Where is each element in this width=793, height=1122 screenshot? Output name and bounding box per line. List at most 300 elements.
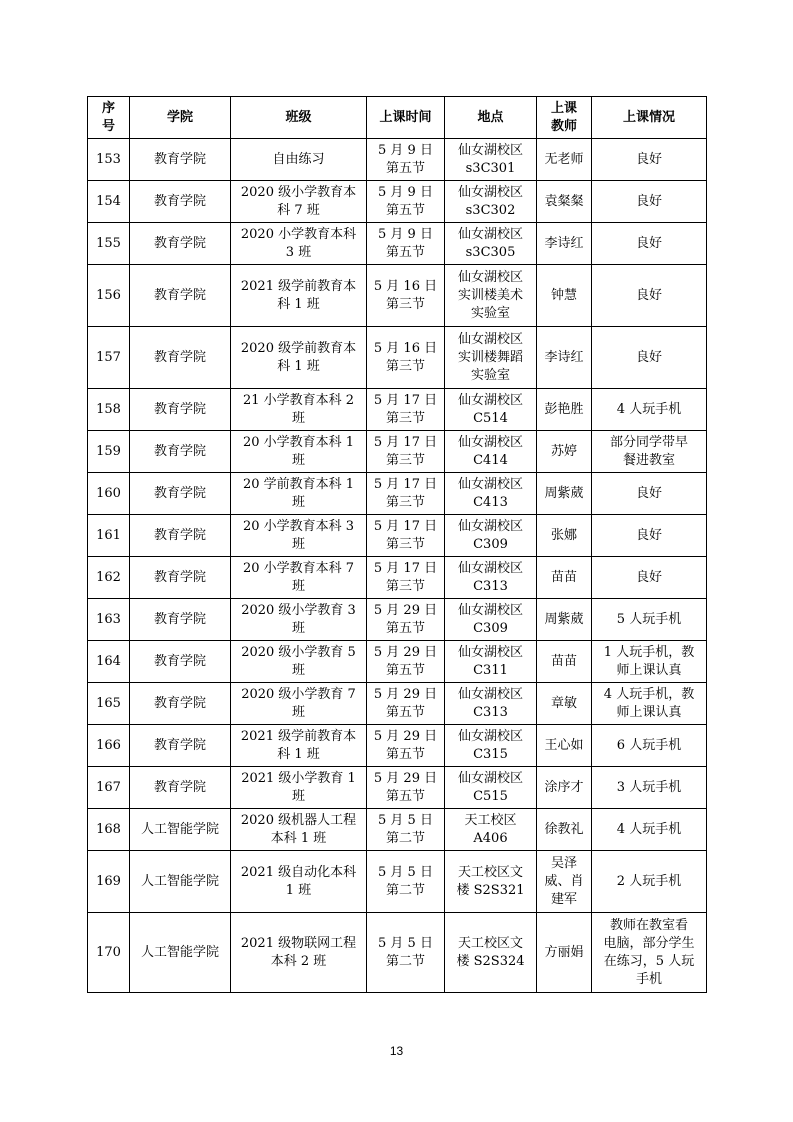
cell-place-line: 楼 S2S321: [456, 882, 525, 898]
cell-place-line: 天工校区文: [457, 935, 523, 951]
cell-time: [367, 265, 445, 327]
cell-place-line: C514: [473, 410, 508, 426]
cell-place-line: 仙女湖校区: [457, 476, 523, 492]
cell-place-line: 实训楼舞蹈: [457, 349, 523, 365]
cell-place: [445, 327, 537, 389]
cell-no: 170: [88, 913, 130, 993]
cell-teacher-line: 周紫葳: [544, 611, 584, 627]
table-row: [88, 515, 707, 557]
table-row: [88, 327, 707, 389]
cell-class-line: 2020 级小学教育本: [240, 184, 357, 200]
cell-status-line: 师上课认真: [616, 704, 682, 720]
header-no: [88, 97, 130, 139]
table-row: [88, 473, 707, 515]
cell-place-line: 仙女湖校区: [457, 226, 523, 242]
cell-no: 158: [88, 389, 130, 431]
cell-class: [231, 473, 367, 515]
cell-time-line: 第五节: [385, 244, 425, 260]
cell-place-line: 仙女湖校区: [457, 392, 523, 408]
cell-place-line: 实验室: [470, 367, 510, 383]
cell-class: [231, 431, 367, 473]
cell-class-line: 2020 小学教育本科: [240, 226, 357, 242]
cell-teacher-line: 涂序才: [544, 779, 584, 795]
cell-time: [367, 327, 445, 389]
cell-college: [130, 223, 231, 265]
cell-class-line: 班: [291, 494, 305, 510]
cell-place-line: 楼 S2S324: [456, 953, 525, 969]
table-row: [88, 431, 707, 473]
table-row: [88, 599, 707, 641]
cell-teacher-line: 钟慧: [550, 287, 577, 303]
cell-status-line: 4 人玩手机，教: [603, 686, 695, 702]
cell-status-line: 良好: [635, 485, 662, 501]
cell-class: [231, 389, 367, 431]
cell-time: [367, 223, 445, 265]
cell-status-line: 电脑，部分学生: [603, 935, 695, 951]
cell-class-line: 自由练习: [272, 151, 325, 167]
cell-place-line: 实验室: [470, 305, 510, 321]
cell-status-line: 良好: [635, 349, 662, 365]
cell-time-line: 5 月 17 日: [373, 392, 438, 408]
cell-status: [592, 515, 707, 557]
cell-teacher: [537, 809, 592, 851]
cell-teacher-line: 方丽娟: [544, 944, 584, 960]
cell-time-line: 第三节: [385, 296, 425, 312]
cell-place-line: 仙女湖校区: [457, 142, 523, 158]
cell-no: 162: [88, 557, 130, 599]
cell-teacher: [537, 389, 592, 431]
cell-class: [231, 913, 367, 993]
cell-no: 157: [88, 327, 130, 389]
cell-college: [130, 557, 231, 599]
cell-time: [367, 599, 445, 641]
cell-time: [367, 139, 445, 181]
cell-college-line: 教育学院: [153, 193, 206, 209]
cell-class-line: 科 1 班: [277, 746, 320, 762]
cell-time-line: 5 月 9 日: [378, 142, 433, 158]
cell-college: [130, 265, 231, 327]
cell-class: [231, 557, 367, 599]
cell-time: [367, 683, 445, 725]
cell-teacher-line: 彭艳胜: [544, 401, 584, 417]
cell-teacher-line: 苗苗: [550, 569, 577, 585]
header-line: 学院: [166, 109, 193, 125]
cell-time-line: 第三节: [385, 358, 425, 374]
cell-status-line: 良好: [635, 287, 662, 303]
cell-place: [445, 389, 537, 431]
cell-status: [592, 557, 707, 599]
cell-time: [367, 851, 445, 913]
cell-time-line: 5 月 9 日: [378, 184, 433, 200]
cell-class-line: 班: [291, 452, 305, 468]
cell-class-line: 班: [291, 410, 305, 426]
cell-class-line: 2020 级小学教育 5: [241, 644, 356, 660]
cell-no: 161: [88, 515, 130, 557]
cell-class-line: 20 小学教育本科 1: [242, 434, 355, 450]
cell-college: [130, 725, 231, 767]
cell-status-line: 5 人玩手机: [616, 611, 682, 627]
cell-time: [367, 431, 445, 473]
cell-class-line: 班: [291, 578, 305, 594]
table-row: [88, 851, 707, 913]
table-row: [88, 767, 707, 809]
cell-teacher: [537, 327, 592, 389]
cell-status-line: 在练习，5 人玩: [603, 953, 695, 969]
cell-college: [130, 181, 231, 223]
cell-teacher-line: 徐教礼: [544, 821, 584, 837]
cell-teacher: [537, 641, 592, 683]
header-line: 班级: [285, 109, 312, 125]
page-number: 13: [389, 1044, 404, 1058]
cell-teacher-line: 张娜: [550, 527, 577, 543]
cell-college-line: 教育学院: [153, 779, 206, 795]
cell-teacher-line: 李诗红: [544, 349, 584, 365]
cell-college-line: 教育学院: [153, 443, 206, 459]
cell-time: [367, 557, 445, 599]
cell-time-line: 第二节: [385, 953, 425, 969]
cell-class-line: 20 小学教育本科 3: [242, 518, 355, 534]
cell-place-line: C515: [473, 788, 508, 804]
cell-no: 154: [88, 181, 130, 223]
table-row: [88, 913, 707, 993]
cell-class-line: 本科 2 班: [270, 953, 327, 969]
cell-place-line: C313: [473, 578, 508, 594]
header-time: [367, 97, 445, 139]
cell-status: [592, 725, 707, 767]
cell-teacher-line: 王心如: [544, 737, 584, 753]
cell-no: 166: [88, 725, 130, 767]
cell-time-line: 5 月 5 日: [378, 812, 433, 828]
cell-time-line: 5 月 17 日: [373, 560, 438, 576]
cell-college-line: 教育学院: [153, 737, 206, 753]
cell-class-line: 班: [291, 788, 305, 804]
cell-place: [445, 767, 537, 809]
cell-place: [445, 683, 537, 725]
cell-no: 163: [88, 599, 130, 641]
cell-time-line: 第三节: [385, 494, 425, 510]
cell-teacher-line: 威、肖: [544, 873, 584, 889]
cell-class-line: 班: [291, 704, 305, 720]
table-row: [88, 641, 707, 683]
cell-no: 165: [88, 683, 130, 725]
cell-place-line: s3C301: [465, 160, 516, 176]
cell-class: [231, 139, 367, 181]
cell-college-line: 教育学院: [153, 235, 206, 251]
header-line: 地点: [477, 109, 504, 125]
cell-place-line: C315: [473, 746, 508, 762]
cell-class-line: 班: [291, 662, 305, 678]
cell-teacher: [537, 181, 592, 223]
cell-time-line: 5 月 29 日: [373, 644, 438, 660]
cell-status-line: 1 人玩手机，教: [603, 644, 695, 660]
inspection-table: [87, 96, 707, 993]
cell-status: [592, 223, 707, 265]
cell-college: [130, 327, 231, 389]
cell-time-line: 第五节: [385, 620, 425, 636]
cell-time-line: 第五节: [385, 788, 425, 804]
cell-college: [130, 913, 231, 993]
cell-college-line: 人工智能学院: [140, 873, 219, 889]
cell-college-line: 教育学院: [153, 485, 206, 501]
cell-college-line: 教育学院: [153, 349, 206, 365]
cell-time-line: 5 月 17 日: [373, 518, 438, 534]
header-line: 上课: [550, 100, 577, 116]
cell-teacher: [537, 851, 592, 913]
cell-status: [592, 599, 707, 641]
cell-class: [231, 223, 367, 265]
header-place: [445, 97, 537, 139]
cell-no: 169: [88, 851, 130, 913]
cell-place-line: 仙女湖校区: [457, 644, 523, 660]
table-row: [88, 265, 707, 327]
cell-teacher: [537, 725, 592, 767]
cell-place: [445, 725, 537, 767]
table-row: [88, 223, 707, 265]
cell-no: 159: [88, 431, 130, 473]
cell-place-line: 天工校区文: [457, 864, 523, 880]
cell-no: 153: [88, 139, 130, 181]
cell-teacher: [537, 223, 592, 265]
cell-status-line: 2 人玩手机: [616, 873, 682, 889]
cell-class-line: 20 小学教育本科 7: [242, 560, 355, 576]
cell-place-line: 实训楼美术: [457, 287, 523, 303]
cell-college: [130, 683, 231, 725]
cell-teacher-line: 吴泽: [550, 855, 577, 871]
cell-class: [231, 641, 367, 683]
header-line: 号: [101, 118, 115, 134]
cell-no: 155: [88, 223, 130, 265]
cell-place: [445, 641, 537, 683]
cell-teacher: [537, 767, 592, 809]
cell-time-line: 5 月 29 日: [373, 686, 438, 702]
cell-status: [592, 431, 707, 473]
cell-status: [592, 767, 707, 809]
cell-place-line: 仙女湖校区: [457, 184, 523, 200]
cell-place: [445, 265, 537, 327]
cell-place-line: 仙女湖校区: [457, 434, 523, 450]
cell-college-line: 教育学院: [153, 527, 206, 543]
cell-no: 164: [88, 641, 130, 683]
header-line: 教师: [550, 118, 577, 134]
cell-class-line: 21 小学教育本科 2: [242, 392, 355, 408]
cell-class-line: 2020 级小学教育 3: [241, 602, 356, 618]
cell-college-line: 人工智能学院: [140, 821, 219, 837]
cell-time-line: 5 月 17 日: [373, 476, 438, 492]
cell-college: [130, 641, 231, 683]
cell-teacher: [537, 599, 592, 641]
cell-place-line: 仙女湖校区: [457, 770, 523, 786]
cell-teacher: [537, 473, 592, 515]
cell-college-line: 教育学院: [153, 287, 206, 303]
cell-class: [231, 809, 367, 851]
cell-status: [592, 809, 707, 851]
cell-teacher-line: 苗苗: [550, 653, 577, 669]
cell-class-line: 科 7 班: [277, 202, 320, 218]
cell-place-line: 仙女湖校区: [457, 602, 523, 618]
cell-college-line: 人工智能学院: [140, 944, 219, 960]
header-college: [130, 97, 231, 139]
cell-status: [592, 683, 707, 725]
cell-place-line: s3C302: [465, 202, 516, 218]
cell-class-line: 2020 级学前教育本: [240, 340, 357, 356]
cell-status: [592, 265, 707, 327]
cell-place: [445, 223, 537, 265]
cell-no: 160: [88, 473, 130, 515]
cell-time-line: 第五节: [385, 746, 425, 762]
cell-place-line: 仙女湖校区: [457, 560, 523, 576]
cell-class-line: 2021 级物联网工程: [240, 935, 357, 951]
cell-teacher-line: 袁粲粲: [544, 193, 584, 209]
cell-teacher: [537, 515, 592, 557]
cell-teacher: [537, 139, 592, 181]
cell-status-line: 4 人玩手机: [616, 401, 682, 417]
cell-college: [130, 389, 231, 431]
cell-class-line: 3 班: [285, 244, 312, 260]
cell-place-line: 仙女湖校区: [457, 269, 523, 285]
cell-place-line: s3C305: [465, 244, 516, 260]
cell-college: [130, 599, 231, 641]
header-line: 上课时间: [379, 109, 432, 125]
cell-time: [367, 913, 445, 993]
cell-class-line: 科 1 班: [277, 358, 320, 374]
cell-time-line: 第二节: [385, 882, 425, 898]
cell-place: [445, 473, 537, 515]
cell-time: [367, 767, 445, 809]
table-row: [88, 683, 707, 725]
cell-time: [367, 809, 445, 851]
cell-college: [130, 473, 231, 515]
cell-time-line: 第五节: [385, 160, 425, 176]
cell-class-line: 本科 1 班: [270, 830, 327, 846]
cell-time: [367, 473, 445, 515]
cell-teacher-line: 周紫葳: [544, 485, 584, 501]
cell-place-line: C414: [473, 452, 508, 468]
cell-college-line: 教育学院: [153, 401, 206, 417]
cell-time-line: 第三节: [385, 536, 425, 552]
cell-teacher-line: 李诗红: [544, 235, 584, 251]
cell-no: 167: [88, 767, 130, 809]
cell-college-line: 教育学院: [153, 695, 206, 711]
cell-time-line: 5 月 5 日: [378, 864, 433, 880]
cell-college: [130, 767, 231, 809]
cell-college: [130, 515, 231, 557]
cell-class-line: 2021 级学前教育本: [240, 728, 357, 744]
cell-time-line: 第二节: [385, 830, 425, 846]
cell-class-line: 2021 级小学教育 1: [241, 770, 356, 786]
cell-teacher-line: 无老师: [544, 151, 584, 167]
cell-class: [231, 683, 367, 725]
cell-time: [367, 725, 445, 767]
cell-college-line: 教育学院: [153, 611, 206, 627]
table-row: [88, 725, 707, 767]
header-line: 序: [101, 100, 115, 116]
cell-teacher-line: 章敏: [550, 695, 577, 711]
header-line: 上课情况: [622, 109, 675, 125]
cell-status: [592, 389, 707, 431]
cell-place: [445, 851, 537, 913]
cell-place-line: C313: [473, 704, 508, 720]
cell-status-line: 餐进教室: [622, 452, 675, 468]
cell-status-line: 手机: [635, 971, 662, 987]
cell-time: [367, 515, 445, 557]
cell-class-line: 班: [291, 620, 305, 636]
header-class: [231, 97, 367, 139]
cell-status-line: 4 人玩手机: [616, 821, 682, 837]
cell-place-line: C309: [473, 536, 508, 552]
table-row: [88, 557, 707, 599]
cell-place-line: C311: [473, 662, 508, 678]
cell-status-line: 良好: [635, 527, 662, 543]
table-row: [88, 181, 707, 223]
cell-status-line: 良好: [635, 235, 662, 251]
cell-place-line: A406: [473, 830, 508, 846]
cell-time-line: 5 月 5 日: [378, 935, 433, 951]
cell-class: [231, 515, 367, 557]
cell-time-line: 第三节: [385, 410, 425, 426]
cell-status-line: 师上课认真: [616, 662, 682, 678]
cell-place: [445, 557, 537, 599]
cell-no: 156: [88, 265, 130, 327]
cell-place: [445, 181, 537, 223]
table-row: [88, 389, 707, 431]
cell-status: [592, 139, 707, 181]
cell-class: [231, 599, 367, 641]
cell-college-line: 教育学院: [153, 653, 206, 669]
cell-teacher-line: 苏婷: [550, 443, 577, 459]
cell-time-line: 5 月 17 日: [373, 434, 438, 450]
cell-class: [231, 265, 367, 327]
cell-place-line: 仙女湖校区: [457, 518, 523, 534]
cell-time-line: 第五节: [385, 704, 425, 720]
cell-class-line: 2020 级机器人工程: [240, 812, 357, 828]
cell-teacher: [537, 265, 592, 327]
cell-class: [231, 851, 367, 913]
table-row: [88, 139, 707, 181]
cell-place: [445, 599, 537, 641]
cell-place: [445, 809, 537, 851]
cell-place-line: 天工校区: [464, 812, 517, 828]
header-teacher: [537, 97, 592, 139]
table-row: [88, 809, 707, 851]
cell-time-line: 5 月 29 日: [373, 602, 438, 618]
cell-status-line: 良好: [635, 569, 662, 585]
cell-status: [592, 641, 707, 683]
table-body: [88, 139, 707, 993]
cell-status: [592, 327, 707, 389]
cell-time-line: 第五节: [385, 202, 425, 218]
cell-class-line: 班: [291, 536, 305, 552]
cell-time-line: 5 月 16 日: [373, 278, 438, 294]
cell-college: [130, 851, 231, 913]
cell-class: [231, 327, 367, 389]
cell-status-line: 良好: [635, 193, 662, 209]
cell-college-line: 教育学院: [153, 151, 206, 167]
cell-status-line: 6 人玩手机: [616, 737, 682, 753]
cell-time: [367, 389, 445, 431]
cell-time-line: 5 月 16 日: [373, 340, 438, 356]
cell-college: [130, 431, 231, 473]
cell-time-line: 第三节: [385, 578, 425, 594]
cell-status: [592, 473, 707, 515]
cell-time: [367, 181, 445, 223]
cell-place: [445, 515, 537, 557]
cell-college: [130, 139, 231, 181]
table-header-row: [88, 97, 707, 139]
cell-time-line: 5 月 9 日: [378, 226, 433, 242]
cell-teacher: [537, 431, 592, 473]
cell-class: [231, 725, 367, 767]
cell-time-line: 第三节: [385, 452, 425, 468]
